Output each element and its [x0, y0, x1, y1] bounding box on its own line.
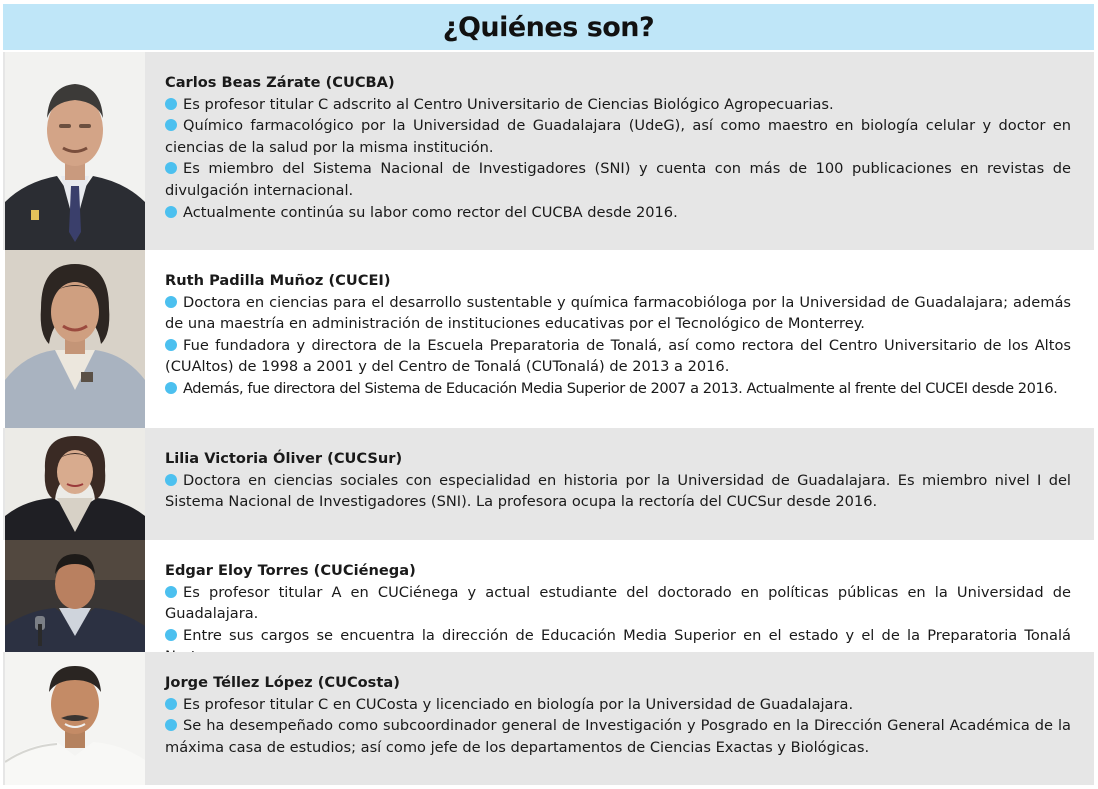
bullet-item: Doctora en ciencias para el desarrollo sustentable y química farmacobióloga por la Universidad de Guadalajara; además de una maestría en administración de instituciones educativas por el Tecnológico de Monterrey. — [165, 293, 1071, 333]
bullet-item: Actualmente continúa su labor como rector del CUCBA desde 2016. — [165, 202, 1071, 224]
bullet-dot-icon — [165, 586, 177, 598]
bullet-dot-icon — [165, 629, 177, 641]
bullet-dot-icon — [165, 339, 177, 351]
bullet-dot-icon — [165, 719, 177, 731]
bullet-item: Es miembro del Sistema Nacional de Investigadores (SNI) y cuenta con más de 100 publicaciones en revistas de divulgación internacional. — [165, 160, 1071, 199]
portrait-photo-edgar — [5, 540, 145, 652]
profile-text-ruth — [165, 270, 1071, 400]
bullet-item: Fue fundadora y directora de la Escuela Preparatoria de Tonalá, así como rectora del Centro Universitario de los Altos (CUAltos) de 1998 a 2001 y del Centro de Tonalá (CUTonalá) de 2013 a 2016. — [165, 336, 1071, 376]
profile-row-lilia — [3, 428, 1094, 540]
page-title: ¿Quiénes son? — [442, 11, 655, 43]
bullet-item: Es profesor titular A en CUCiénega y actual estudiante del doctorado en políticas públicas en la Universidad de Guadalajara. — [165, 583, 1071, 623]
profile-row-carlos — [3, 52, 1094, 250]
person-name: Ruth Padilla Muñoz (CUCEI) — [165, 272, 391, 289]
person-name: Jorge Téllez López (CUCosta) — [165, 674, 400, 691]
bullet-dot-icon — [165, 162, 177, 174]
person-name: Lilia Victoria Óliver (CUCSur) — [165, 450, 403, 467]
bullet-item: Se ha desempeñado como subcoordinador general de Investigación y Posgrado en la Dirección General Académica de la máxima casa de estudios; así como jefe de los departamentos de Ciencias Exactas y Biológicas. — [165, 717, 1071, 756]
bullet-item: Es profesor titular C adscrito al Centro Universitario de Ciencias Biológico Agropecuarias. — [165, 94, 1071, 116]
profile-row-edgar — [3, 540, 1094, 652]
bullet-dot-icon — [165, 474, 177, 486]
title-bar — [3, 4, 1094, 50]
portrait-photo-lilia — [5, 428, 145, 540]
bullet-dot-icon — [165, 98, 177, 110]
portrait-photo-carlos — [5, 52, 145, 250]
bullet-item: Entre sus cargos se encuentra la dirección de Educación Media Superior en el estado y el de la Preparatoria Tonalá — [165, 625, 1071, 668]
profile-row-ruth — [3, 250, 1094, 428]
bullet-dot-icon — [165, 382, 177, 394]
profile-text-lilia — [165, 448, 1071, 513]
bullet-item: Doctora en ciencias sociales con especialidad en historia por la Universidad de Guadalajara. Es miembro nivel I del Sistema Nacional de Investigadores (SNI). La profesora ocupa la rectoría del CUCSur desde 2016. — [165, 471, 1071, 511]
person-name: Carlos Beas Zárate (CUCBA) — [165, 74, 395, 91]
bullet-item: Químico farmacológico por la Universidad de Guadalajara (UdeG), así como maestro en biología celular y doctor en ciencias de la salud por la misma institución. — [165, 117, 1071, 156]
bullet-dot-icon — [165, 698, 177, 710]
profile-text-jorge — [165, 672, 1071, 758]
bullet-item: Además, fue directora del Sistema de Educación Media Superior de 2007 a 2013. Actualmente al frente del CUCEI desde 2016. — [165, 378, 1071, 400]
portrait-photo-ruth — [5, 250, 145, 428]
profile-row-jorge — [3, 652, 1094, 785]
bullet-item: Es profesor titular C en CUCosta y licenciado en biología por la Universidad de Guadalajara. — [165, 694, 1071, 716]
portrait-photo-jorge — [5, 652, 145, 785]
bullet-dot-icon — [165, 206, 177, 218]
person-name: Edgar Eloy Torres (CUCiénega) — [165, 562, 416, 579]
bullet-dot-icon — [165, 296, 177, 308]
profile-text-carlos — [165, 72, 1071, 223]
bullet-dot-icon — [165, 119, 177, 131]
